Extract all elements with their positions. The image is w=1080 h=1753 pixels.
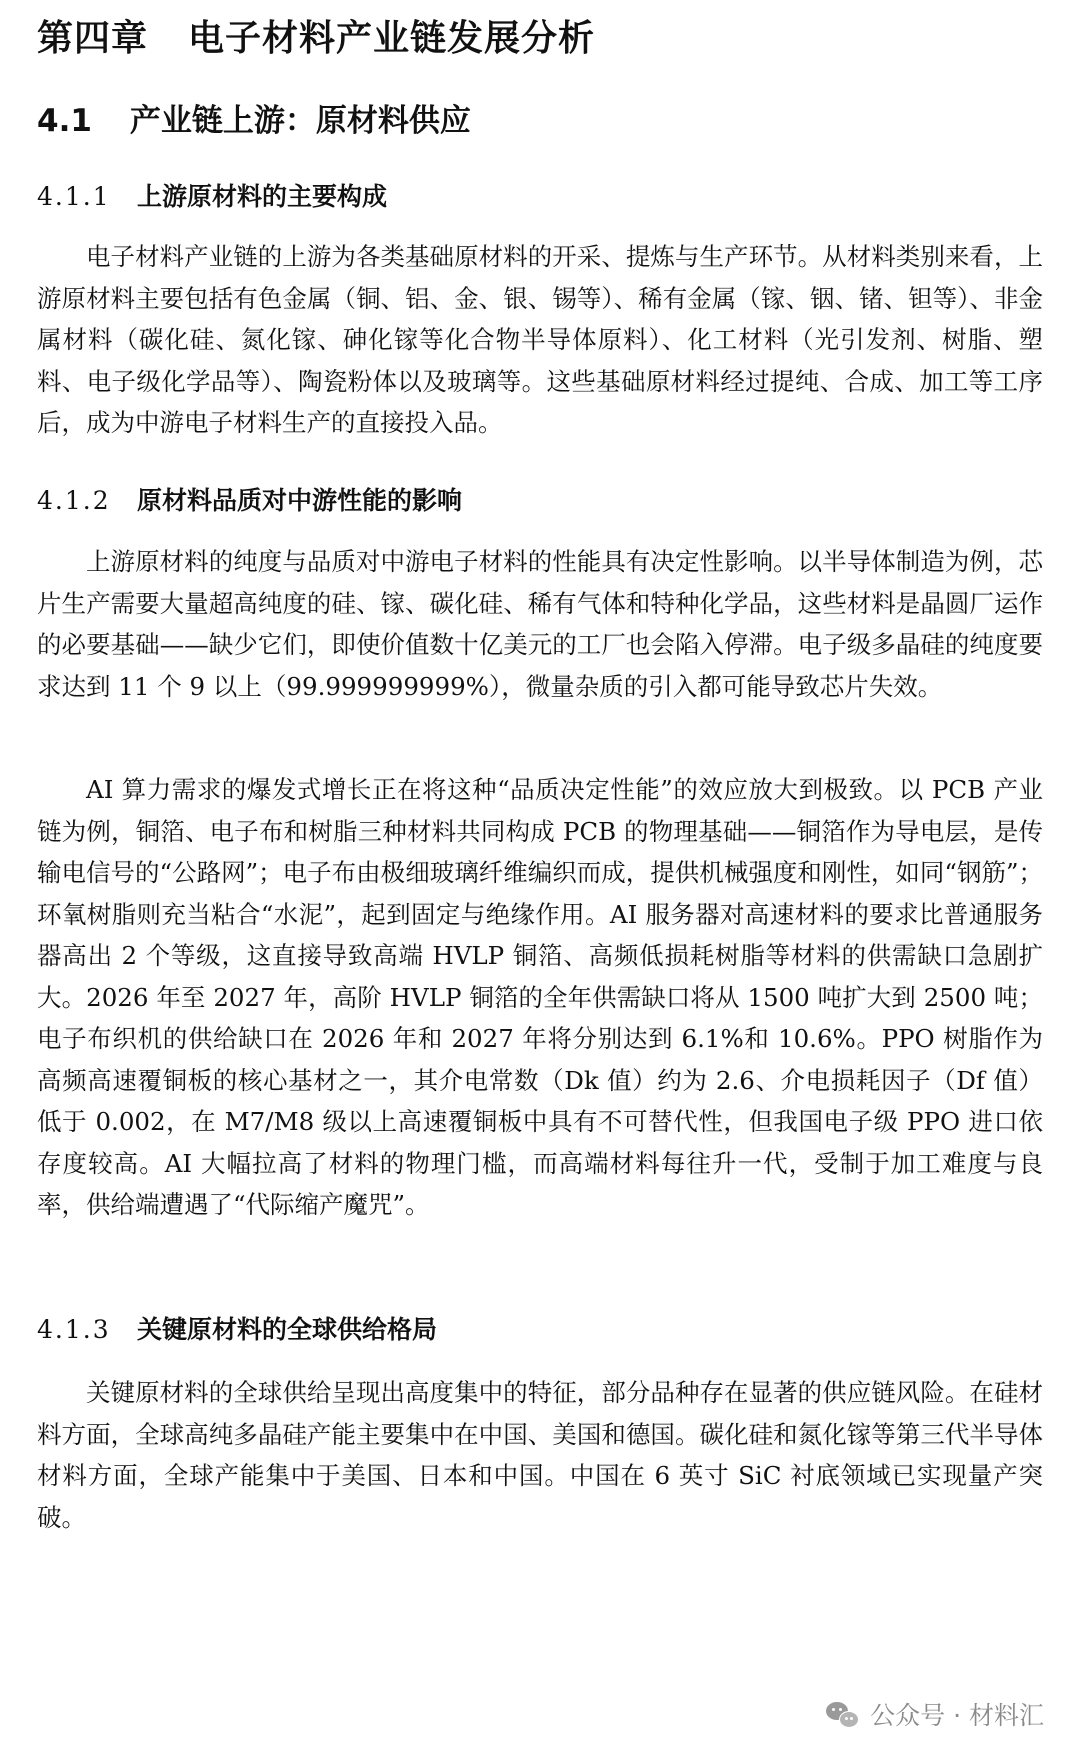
section-heading (37, 101, 471, 141)
watermark (826, 1695, 1044, 1733)
paragraph: 关键原材料的全球供给呈现出高度集中的特征，部分品种存在显著的供应链风险。在硅材料方面，全球高纯多晶硅产能主要集中在中国、美国和德国。碳化硅和氮化镓等第三代半导体材料方面，全球产能集中于美国、日本和中国。中国在 6 英寸 SiC 衬底领域已实现量产突破。 (37, 1378, 1043, 1532)
subsection-number: 4.1.1 (37, 182, 111, 211)
paragraph: AI 算力需求的爆发式增长正在将这种“品质决定性能”的效应放大到极致。以 PCB 产业链为例，铜箔、电子布和树脂三种材料共同构成 PCB 的物理基础——铜箔作为导电层，是传输电信号的“公路网”；电子布由极细玻璃纤维编织而成，提供机械强度和刚性，如同“钢筋”；环氧树脂则充当粘合“水泥”，起到固定与绝缘作用。AI 服务器对高速材料的要求比普通服务器高出 2 个等级，这直接导致高端 HVLP 铜箔、高频低损耗树脂等材料的供需缺口急剧扩大。2026 年至 2027 年，高阶 HVLP 铜箔的全年供需缺口将从 1500 吨扩大到 2500 吨；电子布织机的供给缺口在 2026 年和 2027 年将分别达到 6.1%和 10.6%。PPO 树脂作为高频高速覆铜板的核心基材之一，其介电常数（Dk 值）约为 2.6、介电损耗因子（Df 值）低于 0.002，在 M7/M8 级以上高速覆铜板中具有不可替代性，但我国电子级 PPO 进口依存度较高。AI 大幅拉高了材料的物理门槛，而高端材料每往升一代，受制于加工难度与良率，供给端遭遇了“代际缩产魔咒”。 (37, 775, 1043, 1219)
subsection-title: 上游原材料的主要构成 (137, 182, 388, 211)
subsection-number: 4.1.3 (37, 1315, 111, 1344)
chapter-heading (37, 16, 595, 60)
subsection-number: 4.1.2 (37, 486, 111, 515)
subsection-title: 关键原材料的全球供给格局 (137, 1315, 438, 1344)
wechat-icon (826, 1700, 858, 1728)
paragraph: 电子材料产业链的上游为各类基础原材料的开采、提炼与生产环节。从材料类别来看，上游原材料主要包括有色金属（铜、铝、金、银、锡等）、稀有金属（镓、铟、锗、钽等）、非金属材料（碳化硅、氮化镓、砷化镓等化合物半导体原料）、化工材料（光引发剂、树脂、塑料、电子级化学品等）、陶瓷粉体以及玻璃等。这些基础原材料经过提纯、合成、加工等工序后，成为中游电子材料生产的直接投入品。 (37, 242, 1043, 437)
section-number: 4.1 (37, 103, 92, 139)
subsection-title: 原材料品质对中游性能的影响 (137, 486, 463, 515)
subsection-heading-4-1-1 (37, 180, 387, 214)
section-title: 产业链上游：原材料供应 (129, 103, 471, 139)
chapter-title: 电子材料产业链发展分析 (188, 17, 596, 59)
chapter-number: 第四章 (37, 17, 149, 59)
subsection-heading-4-1-2 (37, 484, 462, 518)
paragraph: 上游原材料的纯度与品质对中游电子材料的性能具有决定性影响。以半导体制造为例，芯片生产需要大量超高纯度的硅、镓、碳化硅、稀有气体和特种化学品，这些材料是晶圆厂运作的必要基础——缺少它们，即使价值数十亿美元的工厂也会陷入停滞。电子级多晶硅的纯度要求达到 11 个 9 以上（99.999999999%），微量杂质的引入都可能导致芯片失效。 (37, 547, 1043, 701)
watermark-text: 公众号 · 材料汇 (870, 1701, 1044, 1730)
subsection-heading-4-1-3 (37, 1313, 437, 1347)
